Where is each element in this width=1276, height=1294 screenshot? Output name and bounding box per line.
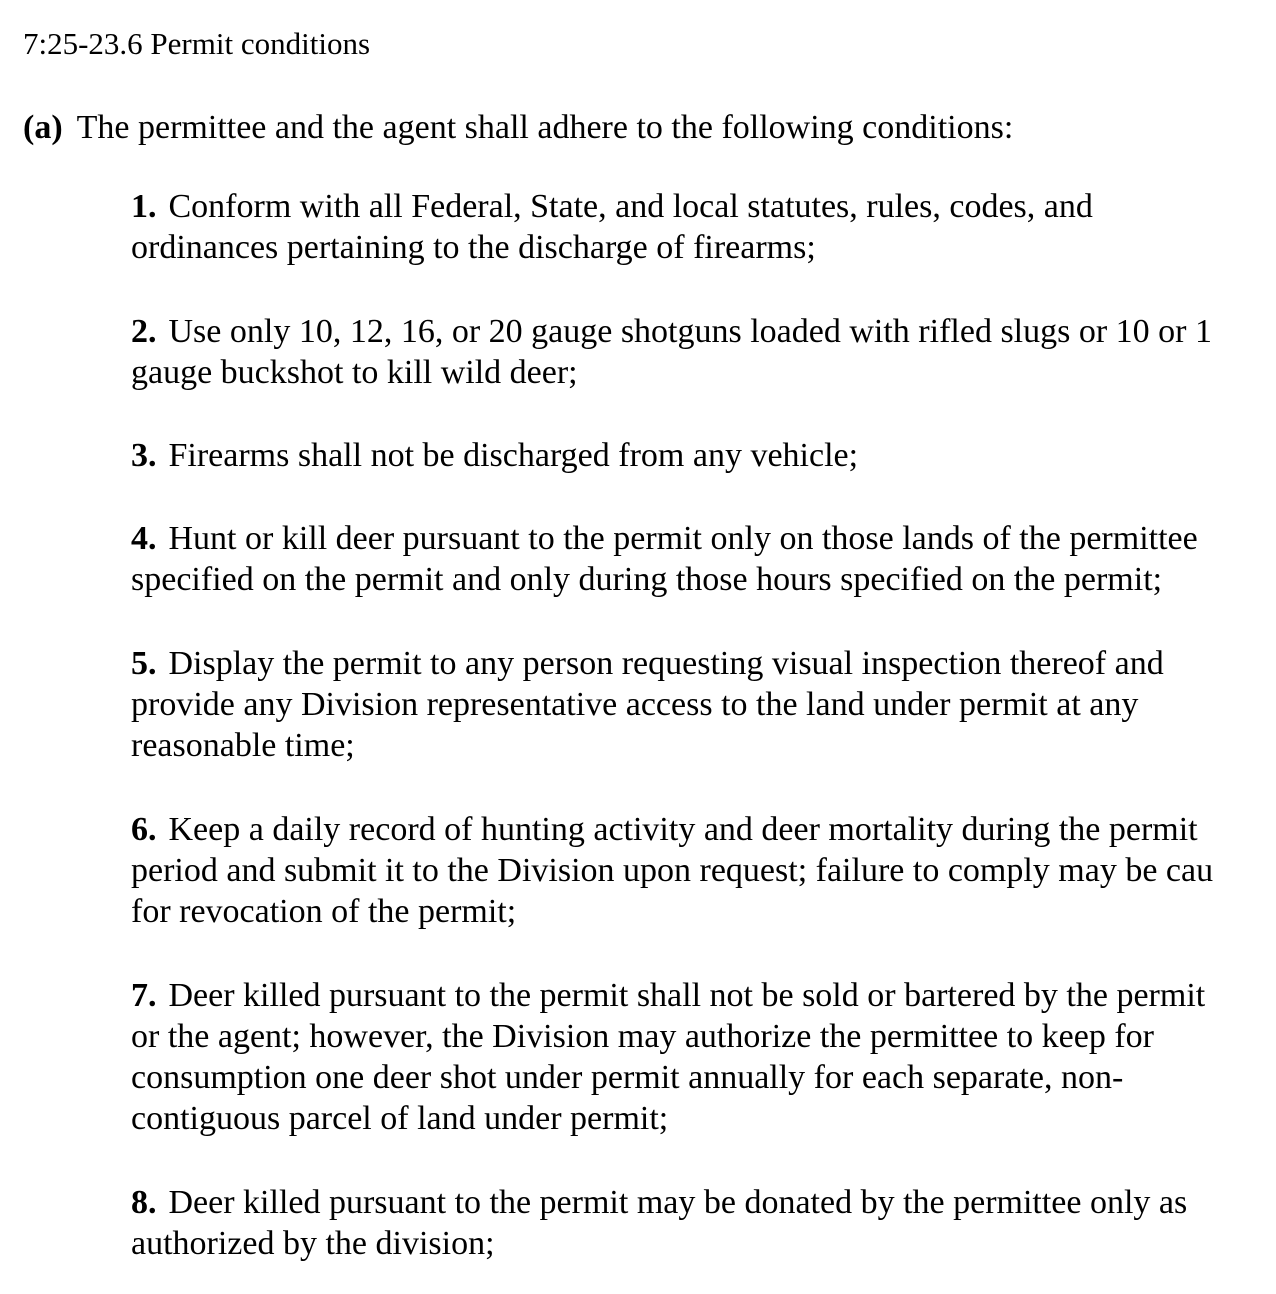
condition-line [131,643,1276,684]
condition-item-8 [131,1182,1276,1264]
condition-number: 3. [131,437,157,474]
condition-text: Use only 10, 12, 16, or 20 gauge shotguns loaded with rifled slugs or 10 or 1 [168,313,1212,350]
condition-line: specified on the permit and only during those hours specified on the permit; [131,561,1163,598]
condition-line: or the agent; however, the Division may authorize the permittee to keep for [131,1018,1155,1055]
subsection-text: The permittee and the agent shall adhere to the following conditions: [76,109,1014,146]
subsection-marker: (a) [23,109,63,146]
condition-line [131,518,1276,559]
condition-line: reasonable time; [131,727,355,764]
condition-line: ordinances pertaining to the discharge of firearms; [131,229,816,266]
section-title: 7:25-23.6 Permit conditions [23,26,371,61]
condition-line [131,311,1276,352]
condition-line: contiguous parcel of land under permit; [131,1100,669,1137]
condition-number: 4. [131,520,157,557]
condition-line: consumption one deer shot under permit annually for each separate, non- [131,1059,1124,1096]
condition-item-3 [131,435,1276,476]
condition-line [131,186,1276,227]
subsection-a [23,108,1013,148]
condition-item-4 [131,518,1276,600]
condition-number: 8. [131,1184,157,1221]
condition-line: provide any Division representative access to the land under permit at any [131,686,1139,723]
condition-line [131,809,1276,850]
condition-line: authorized by the division; [131,1225,495,1262]
condition-number: 7. [131,977,157,1014]
condition-item-6 [131,809,1276,932]
condition-number: 6. [131,811,157,848]
condition-text: Hunt or kill deer pursuant to the permit only on those lands of the permittee [168,520,1198,557]
condition-number: 2. [131,313,157,350]
condition-text: Conform with all Federal, State, and local statutes, rules, codes, and [168,188,1093,225]
condition-item-5 [131,643,1276,766]
condition-text: Display the permit to any person requesting visual inspection thereof and [168,645,1164,682]
condition-item-7 [131,975,1276,1139]
condition-line: for revocation of the permit; [131,893,517,930]
condition-item-2 [131,311,1276,393]
condition-line [131,435,1276,476]
condition-line: gauge buckshot to kill wild deer; [131,354,578,391]
condition-number: 1. [131,188,157,225]
condition-text: Deer killed pursuant to the permit shall not be sold or bartered by the permit [168,977,1206,1014]
condition-item-1 [131,186,1276,268]
condition-line [131,1182,1276,1223]
condition-text: Firearms shall not be discharged from any vehicle; [168,437,859,474]
condition-text: Keep a daily record of hunting activity and deer mortality during the permit [168,811,1198,848]
condition-line [131,975,1276,1016]
condition-line: period and submit it to the Division upon request; failure to comply may be cau [131,852,1214,889]
condition-text: Deer killed pursuant to the permit may be donated by the permittee only as [168,1184,1188,1221]
condition-number: 5. [131,645,157,682]
